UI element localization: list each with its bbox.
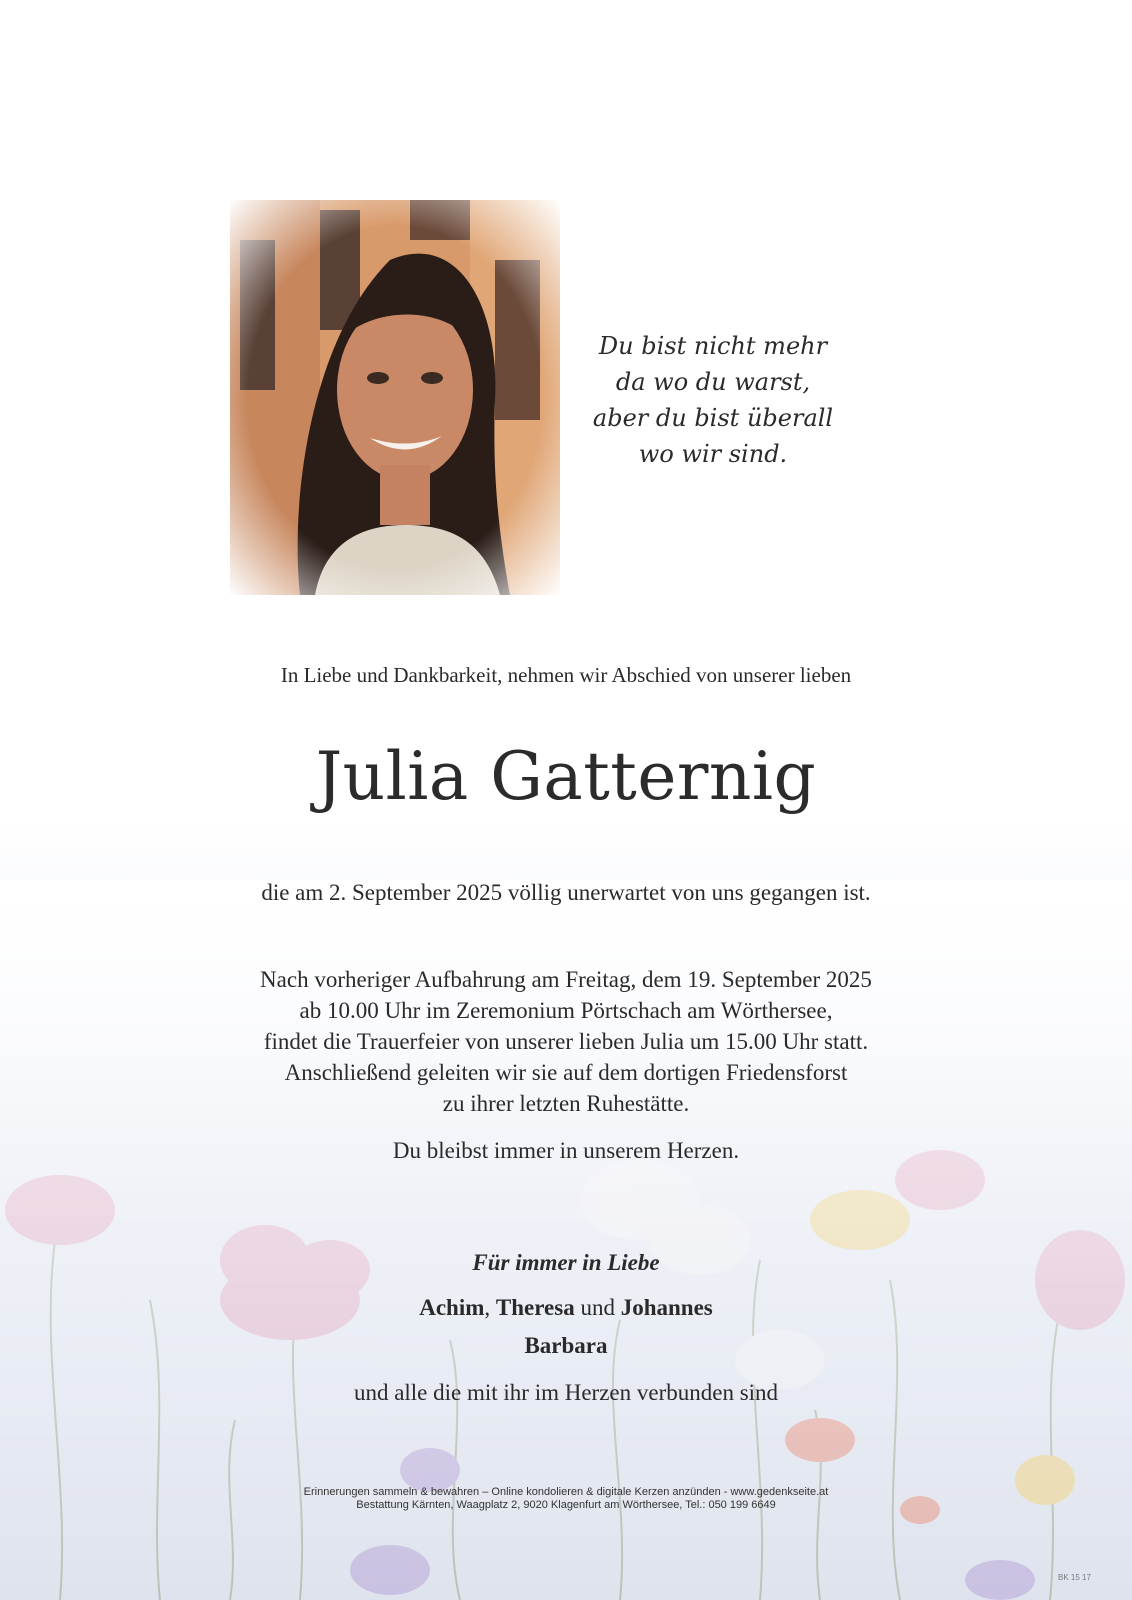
- verse-line: Du bist nicht mehr: [598, 332, 828, 360]
- heart-line: Du bleibst immer in unserem Herzen.: [392, 1138, 740, 1163]
- mourner-name: Johannes: [620, 1295, 713, 1320]
- intro-text: In Liebe und Dankbarkeit, nehmen wir Abschied von unserer lieben: [280, 663, 852, 687]
- date-of-death-text: die am 2. September 2025 völlig unerwartet von uns gegangen ist.: [261, 880, 871, 905]
- mourner-name: Barbara: [524, 1333, 608, 1358]
- funeral-details: [0, 964, 1132, 1119]
- portrait-photo: [230, 200, 560, 595]
- mourners-heading: Für immer in Liebe: [472, 1250, 660, 1275]
- verse-line: aber du bist überall: [592, 404, 834, 432]
- footer-line: Bestattung Kärnten, Waagplatz 2, 9020 Klagenfurt am Wörthersee, Tel.: 050 199 6649: [356, 1499, 776, 1511]
- funeral-line: ab 10.00 Uhr im Zeremonium Pörtschach am Wörthersee,: [299, 998, 833, 1023]
- corner-code: BK 15 17: [1058, 1573, 1091, 1582]
- name-separator: und: [574, 1295, 621, 1320]
- deceased-name: Julia Gatternig: [315, 738, 817, 815]
- footer: [0, 1486, 1132, 1512]
- verse-line: wo wir sind.: [638, 440, 788, 468]
- mourners-closing: und alle die mit ihr im Herzen verbunden sind: [353, 1380, 779, 1405]
- mourner-names: [0, 1295, 1132, 1321]
- memorial-verse: [582, 328, 844, 472]
- mourner-name: Achim: [419, 1295, 485, 1320]
- name-separator: ,: [484, 1295, 496, 1320]
- footer-line: Erinnerungen sammeln & bewahren – Online kondolieren & digitale Kerzen anzünden - www.gedenkseite.at: [303, 1486, 829, 1498]
- funeral-line: zu ihrer letzten Ruhestätte.: [442, 1091, 690, 1116]
- funeral-line: Anschließend geleiten wir sie auf dem dortigen Friedensforst: [284, 1060, 848, 1085]
- funeral-line: Nach vorheriger Aufbahrung am Freitag, dem 19. September 2025: [260, 967, 872, 992]
- verse-line: da wo du warst,: [615, 368, 811, 396]
- mourner-name: Theresa: [495, 1295, 575, 1320]
- funeral-line: findet die Trauerfeier von unserer lieben Julia um 15.00 Uhr statt.: [263, 1029, 869, 1054]
